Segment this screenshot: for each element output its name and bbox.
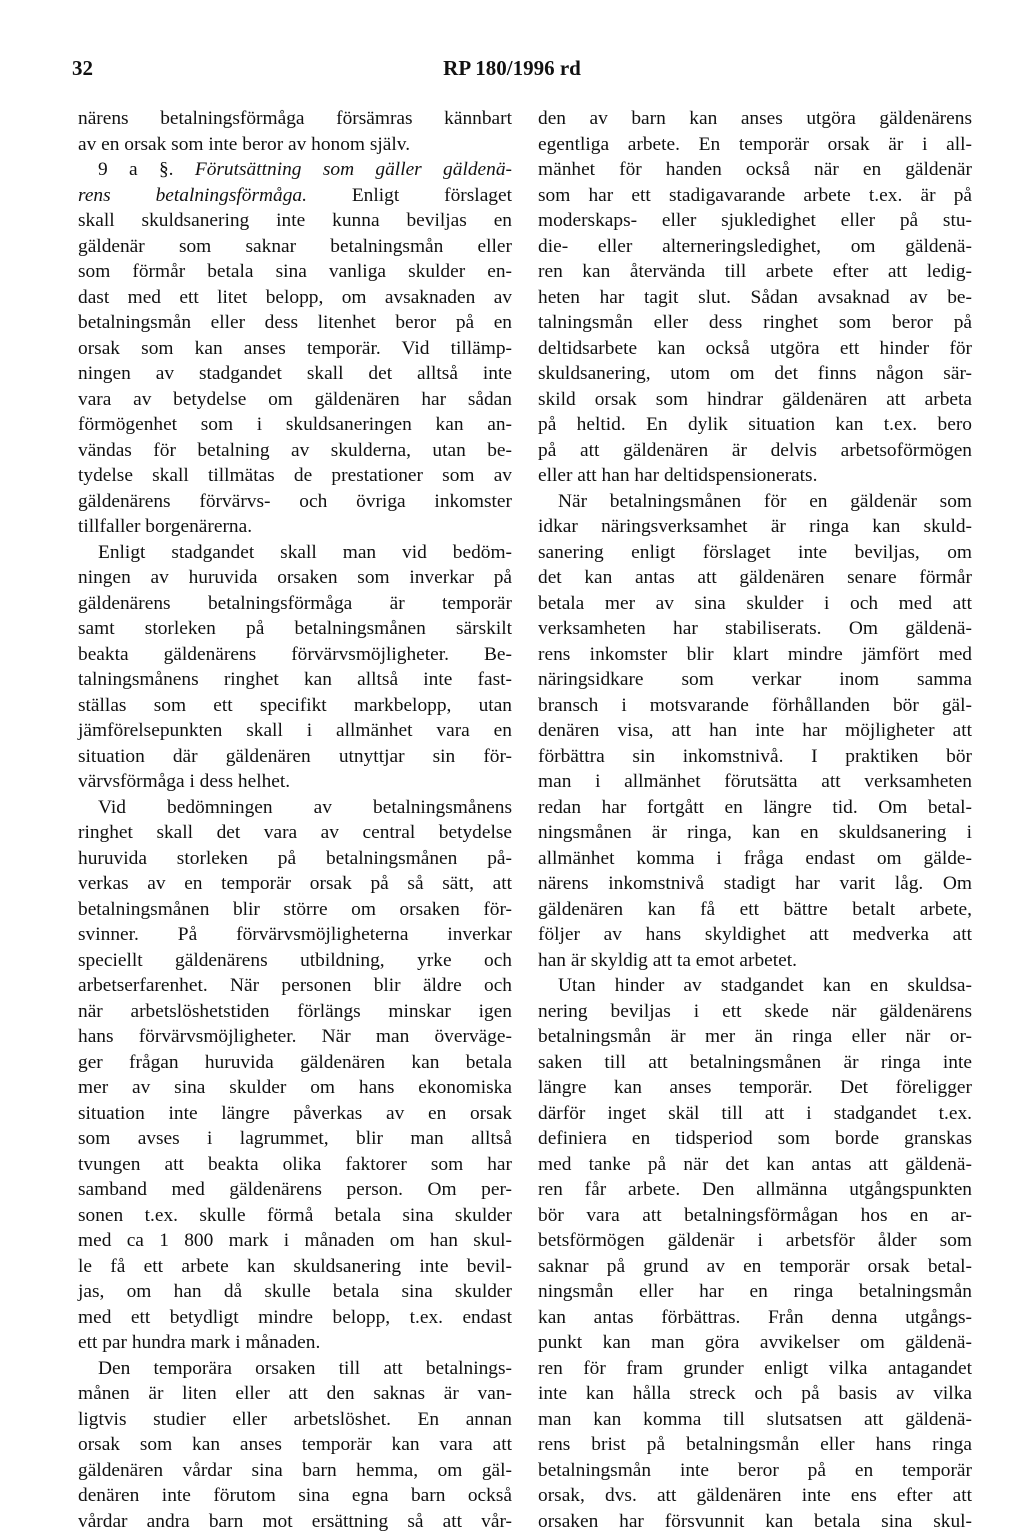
text-line: på att gäldenären är delvis arbetsoförmögen: [538, 438, 972, 464]
text-line: jämförelsepunkten skall i allmänhet vara en: [78, 718, 512, 744]
text-line: Utan hinder av stadgandet kan en skuldsa-: [538, 973, 972, 999]
text-line: skild orsak som hindrar gäldenären att arbeta: [538, 387, 972, 413]
text-line: samt storleken på betalningsmånen särskilt: [78, 616, 512, 642]
text-line: sonen t.ex. skulle förmå betala sina skulder: [78, 1203, 512, 1229]
text-line: ställas som ett specifikt markbelopp, utan: [78, 693, 512, 719]
text-line: huruvida storleken på betalningsmånen på-: [78, 846, 512, 872]
text-line: gäldenärens förvärvs- och övriga inkomster: [78, 489, 512, 515]
text-line: situation inte längre påverkas av en orsak: [78, 1101, 512, 1127]
text-line: man i allmänhet förutsätta att verksamheten: [538, 769, 972, 795]
text-line: eller att han har deltidspensionerats.: [538, 463, 972, 489]
text-line: Enligt stadgandet skall man vid bedöm-: [78, 540, 512, 566]
text-line: saken till att betalningsmånen är ringa inte: [538, 1050, 972, 1076]
text-line: ringhet skall det vara av central betydelse: [78, 820, 512, 846]
text-line: den av barn kan anses utgöra gäldenärens: [538, 106, 972, 132]
text-line: bransch i motsvarande förhållanden bör gäl-: [538, 693, 972, 719]
text-line: längre kan anses temporär. Det föreligger: [538, 1075, 972, 1101]
text-line: bör vara att betalningsförmågan hos en ar-: [538, 1203, 972, 1229]
text-line: ett par hundra mark i månaden.: [78, 1330, 512, 1356]
text-line: ren får arbete. Den allmänna utgångspunkten: [538, 1177, 972, 1203]
text-line: värvsförmåga i dess helhet.: [78, 769, 512, 795]
text-line: ren kan återvända till arbete efter att ledig-: [538, 259, 972, 285]
page-number: 32: [72, 56, 93, 81]
text-line: arbetserfarenhet. När personen blir äldre och: [78, 973, 512, 999]
text-line: betala mer av sina skulder i och med att: [538, 591, 972, 617]
text-line: speciellt gäldenärens utbildning, yrke och: [78, 948, 512, 974]
text-line: vara av betydelse om gäldenären har sådan: [78, 387, 512, 413]
text-line: orsak som kan anses temporär. Vid tillämp-: [78, 336, 512, 362]
text-line: egentliga arbete. En temporär orsak är i all-: [538, 132, 972, 158]
text-line: orsak, dvs. att gäldenären inte ens efter att: [538, 1483, 972, 1509]
text-line: ger frågan huruvida gäldenären kan betala: [78, 1050, 512, 1076]
text-line: mer av sina skulder om hans ekonomiska: [78, 1075, 512, 1101]
text-line: ren för fram grunder enligt vilka antagandet: [538, 1356, 972, 1382]
text-line: tydelse skall tillmätas de prestationer som av: [78, 463, 512, 489]
text-line: närens inkomstnivå stadigt har varit låg. Om: [538, 871, 972, 897]
text-line: ningen av huruvida orsaken som inverkar på: [78, 565, 512, 591]
text-line: heten har tagit slut. Sådan avsaknad av be-: [538, 285, 972, 311]
text-line: närens betalningsförmåga försämras kännbart: [78, 106, 512, 132]
text-line: redan har fortgått en längre tid. Om betal-: [538, 795, 972, 821]
text-line: samband med gäldenärens person. Om per-: [78, 1177, 512, 1203]
text-line: le få ett arbete kan skuldsanering inte bevil-: [78, 1254, 512, 1280]
text-line: betalningsmån inte beror på en temporär: [538, 1458, 972, 1484]
text-line: gäldenären kan få ett bättre betalt arbete,: [538, 897, 972, 923]
text-line: situation där gäldenären utnyttjar sin för-: [78, 744, 512, 770]
text-line: han är skyldig att ta emot arbetet.: [538, 948, 972, 974]
text-line: förmögenhet som i skuldsaneringen kan an-: [78, 412, 512, 438]
text-line: moderskaps- eller sjukledighet eller på stu-: [538, 208, 972, 234]
text-line: som har ett stadigavarande arbete t.ex. är på: [538, 183, 972, 209]
text-line: Vid bedömningen av betalningsmånens: [78, 795, 512, 821]
text-line: jas, om han då skulle betala sina skulder: [78, 1279, 512, 1305]
text-line: denären visa, att han inte har möjligheter att: [538, 718, 972, 744]
text-line: tvungen att beakta olika faktorer som har: [78, 1152, 512, 1178]
text-line: talningsmån eller dess ringhet som beror på: [538, 310, 972, 336]
text-line: tillfaller borgenärerna.: [78, 514, 512, 540]
text-line: När betalningsmånen för en gäldenär som: [538, 489, 972, 515]
text-line: rens brist på betalningsmån eller hans ringa: [538, 1432, 972, 1458]
text-line: som avses i lagrummet, blir man alltså: [78, 1126, 512, 1152]
text-line: beakta gäldenärens förvärvsmöjligheter. Be-: [78, 642, 512, 668]
text-line: orsak som kan anses temporär kan vara att: [78, 1432, 512, 1458]
text-line: av en orsak som inte beror av honom själv.: [78, 132, 512, 158]
text-line: vårdar andra barn mot ersättning så att vår-: [78, 1509, 512, 1534]
text-line: gäldenären vårdar sina barn hemma, om gäl-: [78, 1458, 512, 1484]
text-line: ligtvis studier eller arbetslöshet. En annan: [78, 1407, 512, 1433]
text-line: idkar näringsverksamhet är ringa kan skuld-: [538, 514, 972, 540]
text-line: inte kan hålla streck och på basis av vilka: [538, 1381, 972, 1407]
text-line: allmänhet komma i fråga endast om gälde-: [538, 846, 972, 872]
text-line: förbättra sin inkomstnivå. I praktiken bör: [538, 744, 972, 770]
text-line: på heltid. En dylik situation kan t.ex. bero: [538, 412, 972, 438]
text-line: die- eller alterneringsledighet, om gäldenä-: [538, 234, 972, 260]
text-line: gäldenär som saknar betalningsmån eller: [78, 234, 512, 260]
text-line: rens betalningsförmåga. Enligt förslaget: [78, 183, 512, 209]
text-line: betalningsmånen blir större om orsaken för-: [78, 897, 512, 923]
text-line: dast med ett litet belopp, om avsaknaden av: [78, 285, 512, 311]
text-line: kan antas förbättras. Från denna utgångs-: [538, 1305, 972, 1331]
text-line: orsaken har försvunnit kan betala sina skul-: [538, 1509, 972, 1534]
text-line: betsförmögen gäldenär i arbetsför ålder som: [538, 1228, 972, 1254]
text-line: sanering enligt förslaget inte beviljas, om: [538, 540, 972, 566]
text-line: mänhet för handen också när en gäldenär: [538, 157, 972, 183]
text-line: ningsmån eller har en ringa betalningsmån: [538, 1279, 972, 1305]
text-line: som förmår betala sina vanliga skulder en-: [78, 259, 512, 285]
text-line: skall skuldsanering inte kunna beviljas en: [78, 208, 512, 234]
text-line: med ca 1 800 mark i månaden om han skul-: [78, 1228, 512, 1254]
right-column: [538, 106, 972, 1534]
text-line: Den temporära orsaken till att betalnings-: [78, 1356, 512, 1382]
text-line: denären inte förutom sina egna barn också: [78, 1483, 512, 1509]
text-line: ningsmånen är ringa, kan en skuldsanering i: [538, 820, 972, 846]
text-line: skuldsanering, utom om det finns någon sär-: [538, 361, 972, 387]
text-line: näringsidkare som verkar inom samma: [538, 667, 972, 693]
text-line: saknar på grund av en temporär orsak betal-: [538, 1254, 972, 1280]
text-line: därför inget skäl till att i stadgandet t.ex.: [538, 1101, 972, 1127]
running-header: RP 180/1996 rd: [0, 56, 1024, 81]
text-line: det kan antas att gäldenären senare förmår: [538, 565, 972, 591]
text-line: ningen av stadgandet skall det alltså inte: [78, 361, 512, 387]
text-line: månen är liten eller att den saknas är van-: [78, 1381, 512, 1407]
text-line: när arbetslöshetstiden förlängs minskar igen: [78, 999, 512, 1025]
text-line: vändas för betalning av skulderna, utan be-: [78, 438, 512, 464]
text-line: definiera en tidsperiod som borde granskas: [538, 1126, 972, 1152]
text-line: rens inkomster blir klart mindre jämfört med: [538, 642, 972, 668]
text-line: deltidsarbete kan också utgöra ett hinder för: [538, 336, 972, 362]
text-line: med tanke på när det kan antas att gäldenä-: [538, 1152, 972, 1178]
text-line: verksamheten har stabiliserats. Om gäldenä-: [538, 616, 972, 642]
text-line: gäldenärens betalningsförmåga är temporär: [78, 591, 512, 617]
text-line: betalningsmån är mer än ringa eller när or-: [538, 1024, 972, 1050]
text-line: svinner. På förvärvsmöjligheterna inverkar: [78, 922, 512, 948]
text-line: hans förvärvsmöjligheter. När man överväge-: [78, 1024, 512, 1050]
text-line: med ett betydligt mindre belopp, t.ex. endast: [78, 1305, 512, 1331]
text-line: nering beviljas i ett skede när gäldenärens: [538, 999, 972, 1025]
left-column: [78, 106, 512, 1534]
text-line: punkt kan man göra avvikelser om gäldenä-: [538, 1330, 972, 1356]
text-line: 9 a §. Förutsättning som gäller gäldenä-: [78, 157, 512, 183]
text-line: följer av hans skyldighet att medverka att: [538, 922, 972, 948]
text-line: betalningsmån eller dess litenhet beror på en: [78, 310, 512, 336]
text-line: man kan komma till slutsatsen att gäldenä-: [538, 1407, 972, 1433]
text-line: verkas av en temporär orsak på så sätt, att: [78, 871, 512, 897]
text-line: talningsmånens ringhet kan alltså inte fast-: [78, 667, 512, 693]
